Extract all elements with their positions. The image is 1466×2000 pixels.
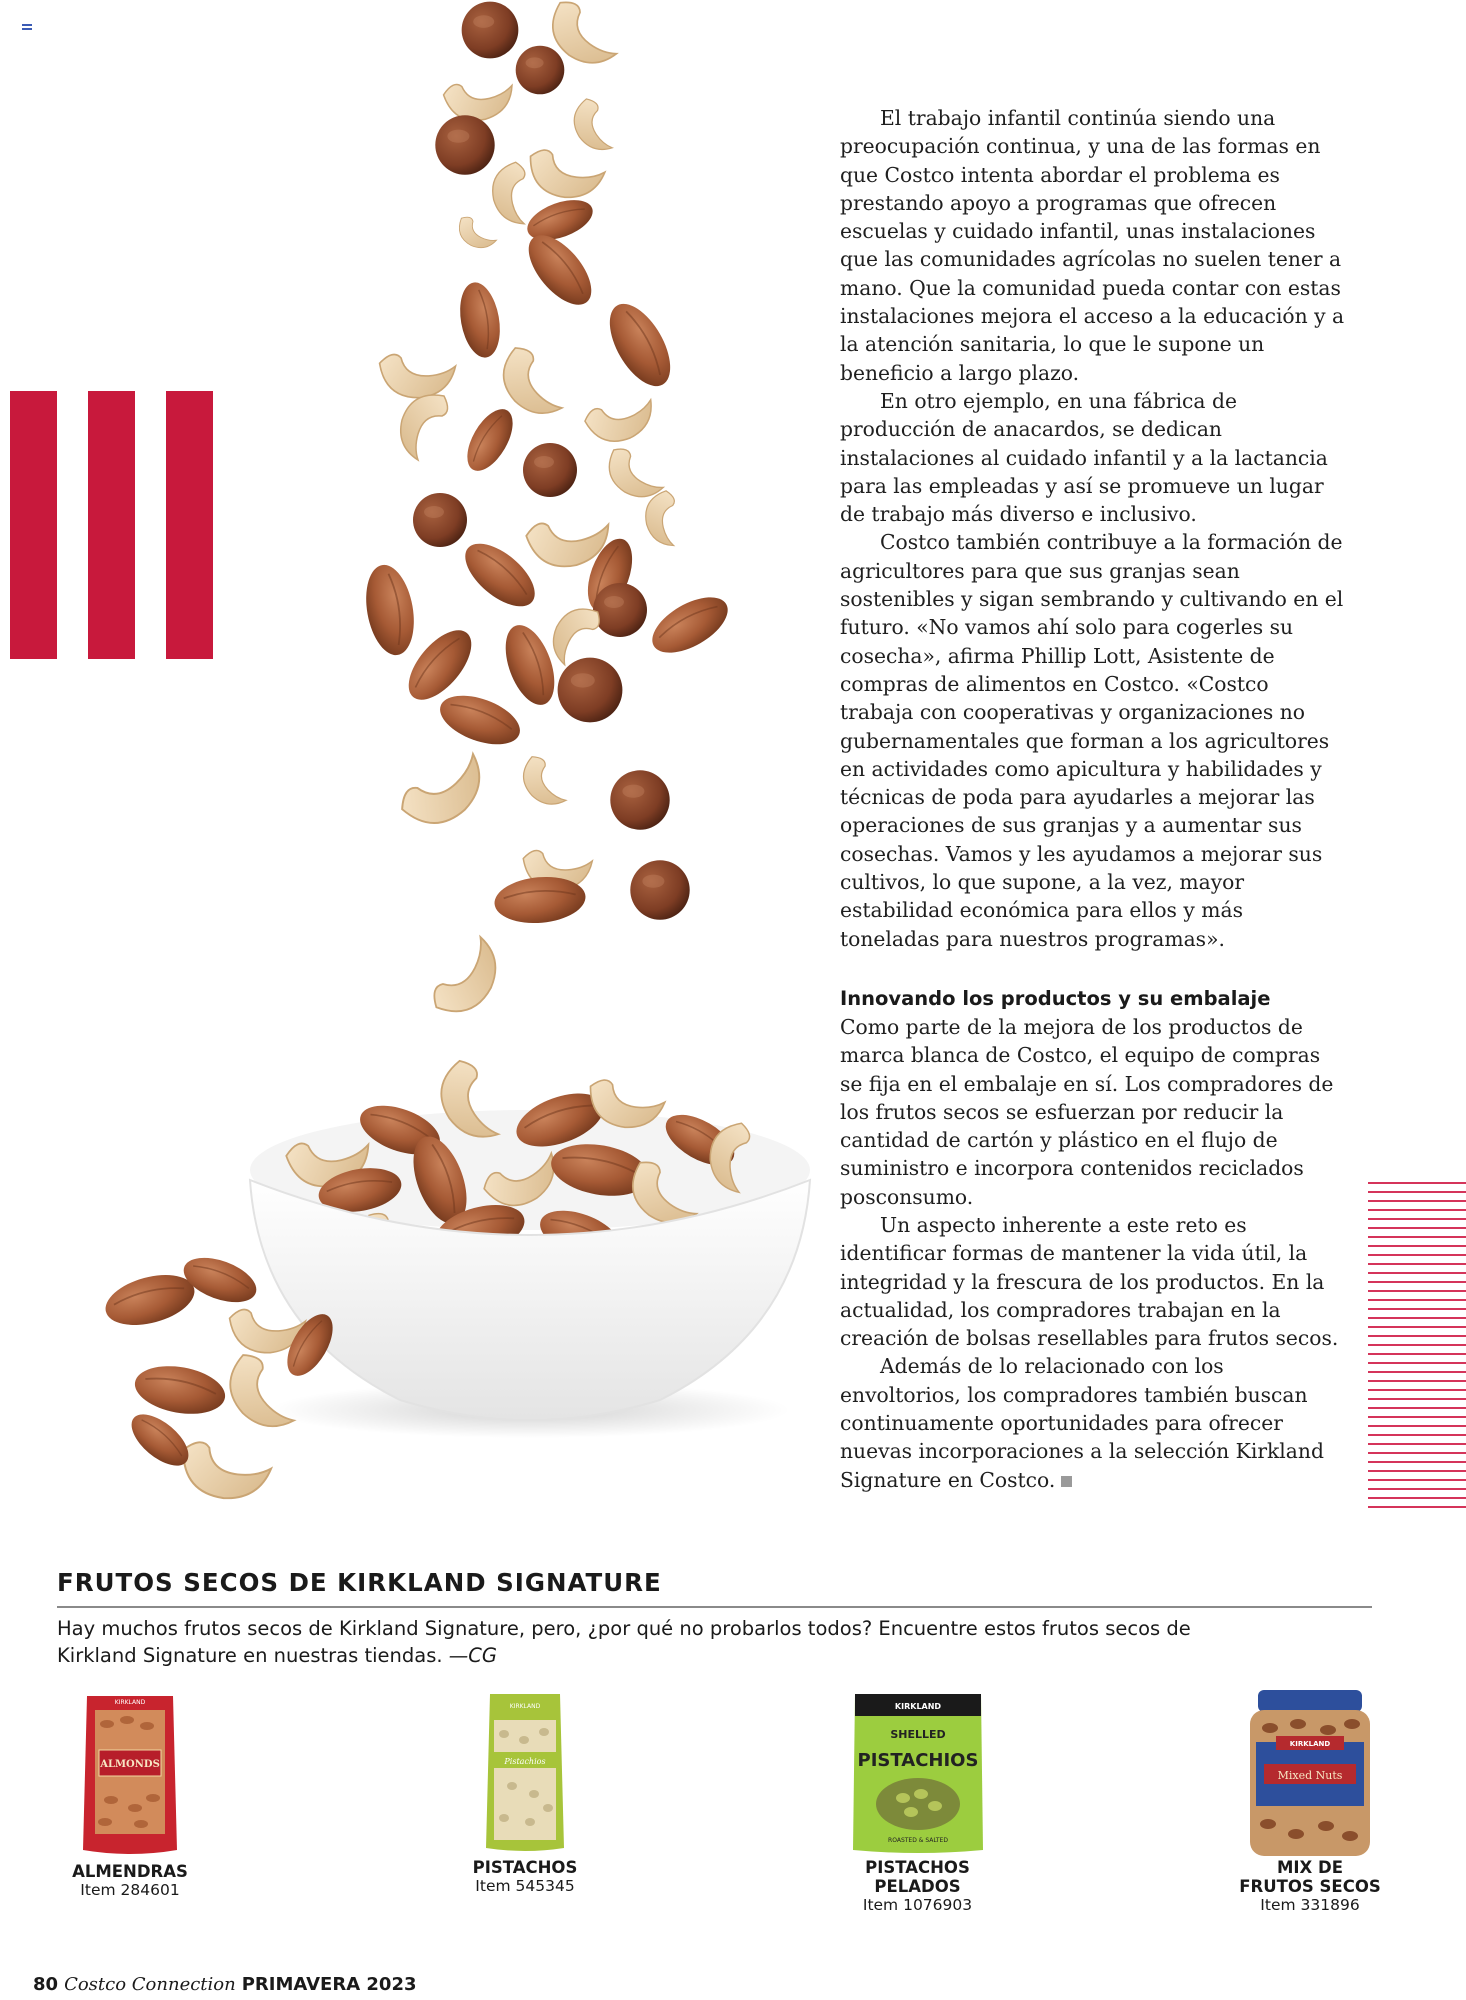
product-item-number: Item 284601 xyxy=(80,1881,180,1899)
decorative-stripes xyxy=(1368,1182,1466,1512)
product-pistachos xyxy=(455,1690,595,1896)
product-pistachos-pelados xyxy=(835,1690,1000,1915)
mixed-nuts-jar-image xyxy=(1246,1688,1374,1858)
corner-mark xyxy=(22,24,32,32)
pistachios-bag-image xyxy=(484,1690,566,1854)
product-name: PISTACHOS xyxy=(472,1858,578,1877)
sidebar-intro-text: Hay muchos frutos secos de Kirkland Signature, pero, ¿por qué no probarlos todos? Encuentre estos frutos secos de Kirkland Signature en nuestras tiendas. xyxy=(57,1617,1191,1667)
end-of-article-mark xyxy=(1061,1476,1072,1487)
product-mix-frutos-secos xyxy=(1225,1688,1395,1915)
shelled-brand-label: KIRKLAND xyxy=(894,1702,941,1711)
page-number: 80 xyxy=(33,1974,59,1995)
product-name: ALMENDRAS xyxy=(72,1862,188,1881)
product-name-line-2: FRUTOS SECOS xyxy=(1239,1877,1381,1896)
product-name-line-1: MIX DE xyxy=(1277,1858,1343,1877)
issue-name: PRIMAVERA 2023 xyxy=(241,1974,417,1995)
article-paragraph-4: Como parte de la mejora de los productos de marca blanca de Costco, el equipo de compras se fija en el embalaje en sí. Los compradores de los frutos secos se esfuerzan por reducir la cantidad de cartón y plástico en el flujo de suministro e incorpora contenidos reciclados posconsumo. xyxy=(840,1014,1334,1209)
sidebar-signature: —CG xyxy=(448,1644,498,1667)
article-paragraph-2: En otro ejemplo, en una fábrica de producción de anacardos, se dedican instalaciones al cuidado infantil y a la lactancia para las empleadas y así se promueve un lugar de trabajo más diverso e inclusivo. xyxy=(840,388,1328,527)
shelled-package-sublabel: SHELLED xyxy=(889,1728,946,1741)
pistachios-brand-label: KIRKLAND xyxy=(509,1703,541,1710)
product-name-line-1: PISTACHOS xyxy=(865,1858,970,1877)
pistachios-package-label: Pistachios xyxy=(504,1757,546,1766)
shelled-package-label: PISTACHIOS xyxy=(857,1750,978,1771)
article-paragraph-6-text: Además de lo relacionado con los envoltorios, los compradores también buscan continuamente oportunidades para ofrecer nuevas incorporaciones a la selección Kirkland Signature en Costco. xyxy=(840,1354,1324,1492)
nuts-bowl-photo xyxy=(60,0,820,1500)
shelled-package-note: ROASTED & SALTED xyxy=(887,1837,948,1844)
almonds-package-label: ALMONDS xyxy=(100,1759,160,1770)
almonds-bag-image xyxy=(81,1690,179,1858)
article-subheading: Innovando los productos y su embalaje xyxy=(840,986,1271,1010)
article-paragraph-5: Un aspecto inherente a este reto es identificar formas de mantener la vida útil, la integridad y la frescura de los productos. En la actualidad, los compradores trabajan en la creación de bolsas resellables para frutos secos. xyxy=(840,1212,1339,1351)
product-almendras xyxy=(60,1690,200,1900)
product-item-number: Item 545345 xyxy=(475,1877,575,1895)
sidebar-divider xyxy=(57,1606,1372,1608)
mixed-package-label: Mixed Nuts xyxy=(1277,1769,1343,1782)
article-paragraph-1: El trabajo infantil continúa siendo una preocupación continua, y una de las formas en que Costco intenta abordar el problema es prestando apoyo a programas que ofrecen escuelas y cuidado infantil, unas instalaciones que las comunidades agrícolas no suelen tener a mano. Que la comunidad pueda contar con estas instalaciones mejora el acceso a la educación y a la atención sanitaria, lo que le supone un beneficio a largo plazo. xyxy=(840,106,1345,385)
red-bar-1 xyxy=(10,391,57,659)
page-footer xyxy=(33,1974,417,1995)
article-paragraph-6 xyxy=(840,1352,1345,1493)
mixed-brand-label: KIRKLAND xyxy=(1289,1740,1331,1748)
product-item-number: Item 331896 xyxy=(1260,1896,1360,1914)
almonds-brand-label: KIRKLAND xyxy=(114,1699,146,1706)
article-paragraph-3: Costco también contribuye a la formación de agricultores para que sus granjas sean sostenibles y sigan sembrando y cultivando en el futuro. «No vamos ahí solo para cogerles su cosecha», afirma Phillip Lott, Asistente de compras de alimentos en Costco. «Costco trabaja con cooperativas y organizaciones no gubernamentales que forman a los agricultores en actividades como apicultura y habilidades y técnicas de poda para ayudarles a mejorar las operaciones de sus granjas y a aumentar sus cosechas. Vamos y les ayudamos a mejorar sus cultivos, lo que supone, a la vez, mayor estabilidad económica para ellos y más toneladas para nuestros programas». xyxy=(840,530,1344,951)
product-item-number: Item 1076903 xyxy=(862,1896,973,1914)
sidebar-title: FRUTOS SECOS DE KIRKLAND SIGNATURE xyxy=(57,1568,662,1597)
article-body xyxy=(840,104,1345,1494)
magazine-name: Costco Connection xyxy=(64,1974,236,1995)
shelled-pistachios-bag-image xyxy=(851,1690,985,1856)
product-name-line-2: PELADOS xyxy=(874,1877,961,1896)
sidebar-intro xyxy=(57,1615,1237,1669)
